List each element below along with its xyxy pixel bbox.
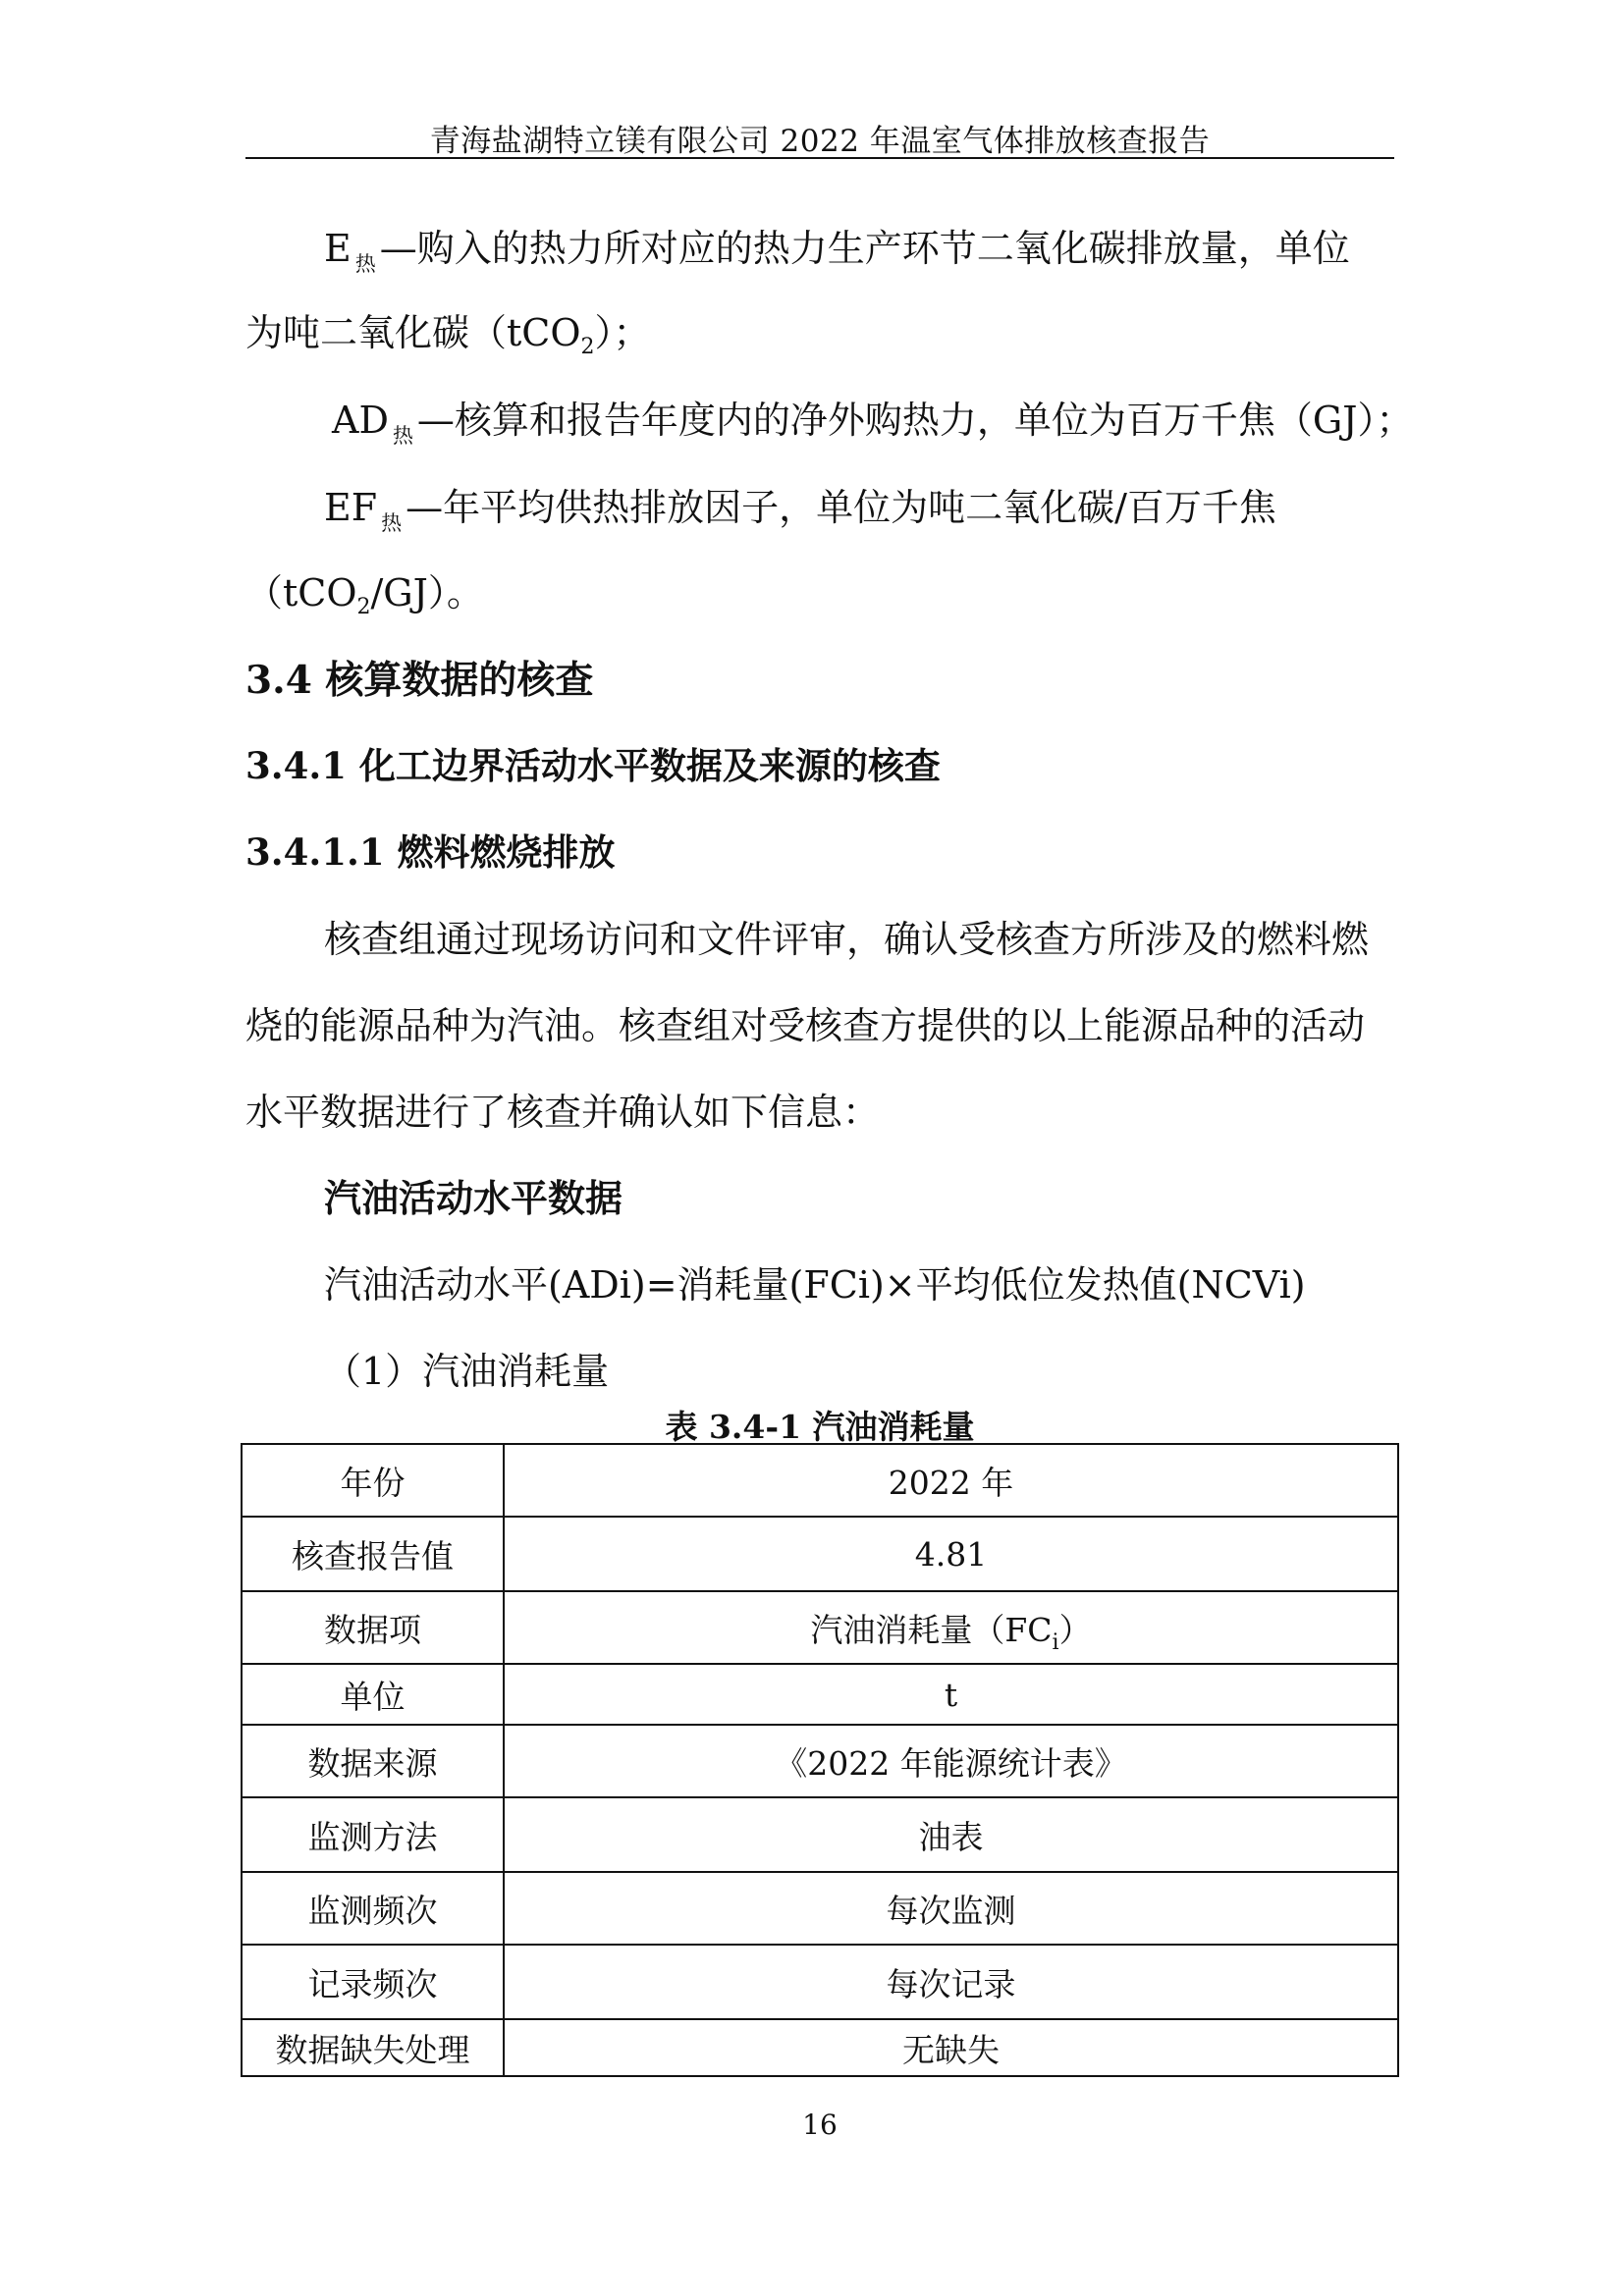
section-heading-3-4-1: 3.4.1 化工边界活动水平数据及来源的核查 [245, 744, 941, 787]
definition-subscript: 热 [354, 252, 376, 276]
definition-symbol: E [324, 227, 352, 270]
table-label: 记录频次 [242, 1945, 504, 2019]
definition-e-heat [324, 218, 1394, 276]
definition-text: ）； [594, 311, 651, 354]
table-row [242, 2019, 1398, 2076]
table-value-text: 汽油消耗量（FC [810, 1610, 1053, 1649]
table-label: 监测方法 [242, 1797, 504, 1872]
paragraph-line: 水平数据进行了核查并确认如下信息： [245, 1091, 881, 1134]
definition-text: —年平均供热排放因子，单位为吨二氧化碳/百万千焦 [406, 486, 1276, 529]
definition-ad-heat [332, 390, 1481, 448]
table-row [242, 1444, 1398, 1517]
definition-ef-heat [324, 477, 1394, 535]
table-label: 数据项 [242, 1591, 504, 1664]
table-value: 每次记录 [504, 1945, 1398, 2019]
table-value [504, 1591, 1398, 1664]
header-rule [245, 157, 1394, 159]
definition-ef-heat-continued [245, 562, 1394, 619]
table-value: t [504, 1664, 1398, 1725]
formula: 汽油活动水平(ADi)=消耗量(FCi)×平均低位发热值(NCVi) [324, 1263, 1306, 1307]
table-caption: 表 3.4-1 汽油消耗量 [665, 1408, 975, 1446]
definition-text: /GJ）。 [370, 571, 484, 614]
table-value: 2022 年 [504, 1444, 1398, 1517]
table-row [242, 1664, 1398, 1725]
section-heading-3-4: 3.4 核算数据的核查 [245, 658, 594, 703]
data-table [241, 1443, 1399, 2077]
page-number: 16 [802, 2109, 838, 2141]
table-label: 核查报告值 [242, 1517, 504, 1591]
table-label: 年份 [242, 1444, 504, 1517]
section-heading-3-4-1-1: 3.4.1.1 燃料燃烧排放 [245, 830, 616, 874]
definition-text: （tCO [245, 571, 357, 614]
definition-subscript: 2 [356, 595, 371, 619]
table-label: 单位 [242, 1664, 504, 1725]
definition-text: 为吨二氧化碳（tCO [245, 311, 581, 354]
definition-symbol: AD [332, 399, 389, 442]
table-value: 无缺失 [504, 2019, 1398, 2076]
table-row [242, 1945, 1398, 2019]
table-value: 油表 [504, 1797, 1398, 1872]
table-row [242, 1797, 1398, 1872]
table-row [242, 1872, 1398, 1945]
definition-subscript: 2 [580, 335, 595, 359]
table-value-subscript: i [1052, 1629, 1059, 1655]
table-label: 监测频次 [242, 1872, 504, 1945]
table-label: 数据缺失处理 [242, 2019, 504, 2076]
definition-e-heat-continued [245, 302, 1394, 359]
table-row [242, 1725, 1398, 1797]
table-row [242, 1517, 1398, 1591]
table-label: 数据来源 [242, 1725, 504, 1797]
subheading: 汽油活动水平数据 [324, 1176, 623, 1220]
list-item-1: （1）汽油消耗量 [324, 1350, 610, 1393]
definition-subscript: 热 [381, 511, 403, 535]
definition-text: —核算和报告年度内的净外购热力，单位为百万千焦（GJ）； [416, 399, 1414, 442]
definition-text: —购入的热力所对应的热力生产环节二氧化碳排放量，单位 [379, 227, 1350, 270]
table-value-text: ） [1058, 1610, 1092, 1649]
table-row [242, 1591, 1398, 1664]
paragraph-line: 核查组通过现场访问和文件评审，确认受核查方所涉及的燃料燃 [324, 918, 1370, 961]
paragraph-line: 烧的能源品种为汽油。核查组对受核查方提供的以上能源品种的活动 [245, 1004, 1366, 1047]
definition-symbol: EF [324, 486, 378, 529]
page-header: 青海盐湖特立镁有限公司 2022 年温室气体排放核查报告 [429, 124, 1211, 159]
table-value: 《2022 年能源统计表》 [504, 1725, 1398, 1797]
definition-subscript: 热 [392, 424, 413, 448]
table-value: 4.81 [504, 1517, 1398, 1591]
table-value: 每次监测 [504, 1872, 1398, 1945]
